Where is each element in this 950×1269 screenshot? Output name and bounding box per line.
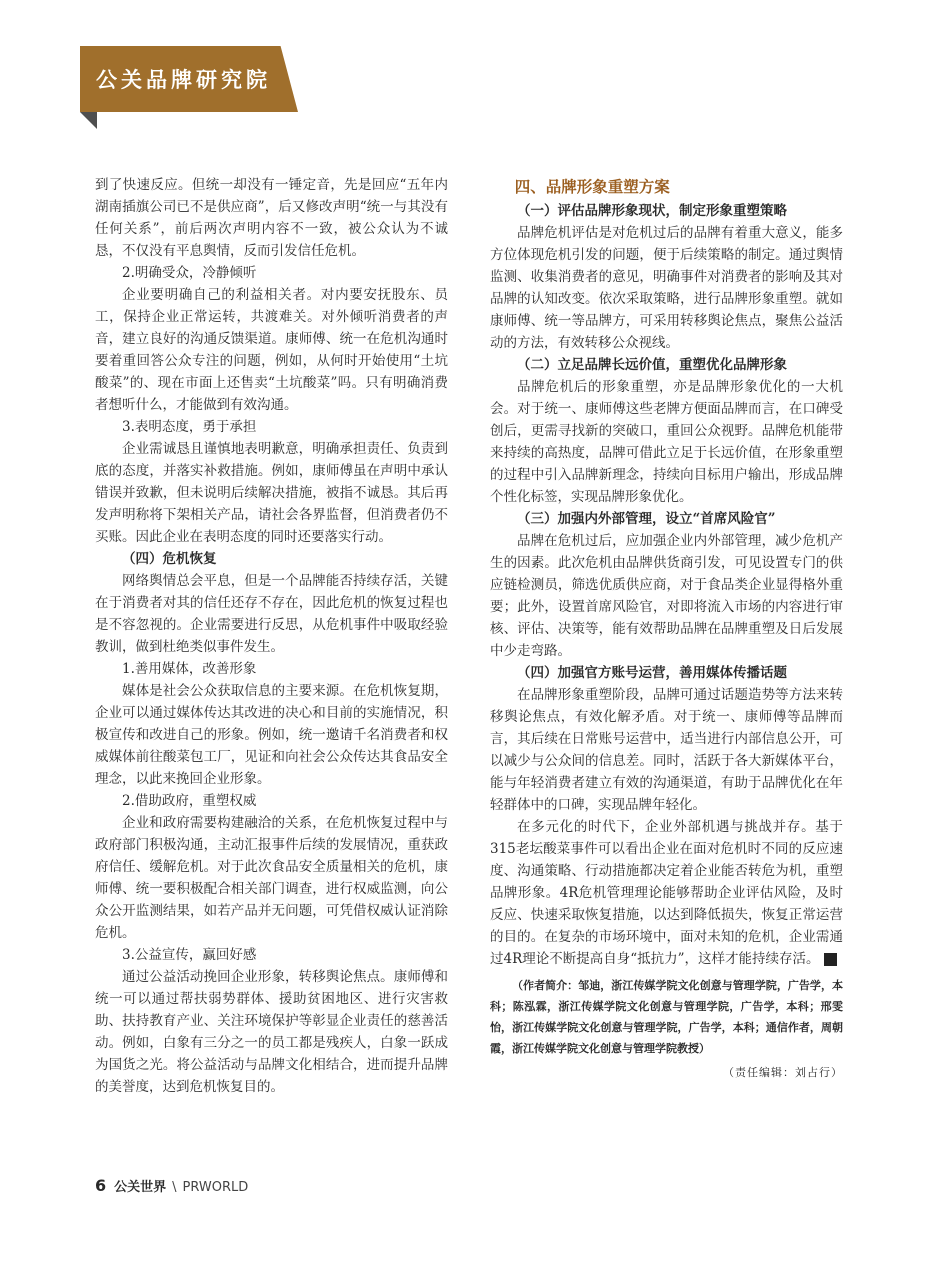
paragraph-text: 品牌危机评估是对危机过后的品牌有着重大意义，能多方位体现危机引发的问题，便于后续策略的制定。通过舆情监测、收集消费者的意见，明确事件对消费者的影响及其对品牌的认知改变。依次采取策略，进行品牌形象重塑。就如康师傅、统一等品牌方，可采用转移舆论焦点，聚焦公益活动的方法，有效转移公众视线。 bbox=[490, 225, 843, 351]
paragraph-text: 3.表明态度，勇于承担 bbox=[122, 419, 257, 435]
paragraph-text: 3.公益宣传，赢回好感 bbox=[122, 947, 257, 963]
paragraph bbox=[95, 966, 448, 1098]
subsection-heading-text: （二）立足品牌长远价值，重塑优化品牌形象 bbox=[517, 357, 787, 373]
paragraph bbox=[490, 222, 843, 354]
magazine-english-name: PRWORLD bbox=[182, 1180, 249, 1195]
magazine-name: 公关世界 bbox=[114, 1180, 167, 1195]
paragraph bbox=[95, 944, 448, 966]
paragraph bbox=[95, 658, 448, 680]
paragraph-text: 2.借助政府，重塑权威 bbox=[122, 793, 257, 809]
subsection-heading-text: （三）加强内外部管理，设立“首席风险官” bbox=[517, 511, 776, 527]
subsection-heading-text: （四）危机恢复 bbox=[122, 551, 217, 567]
paragraph bbox=[95, 438, 448, 548]
paragraph bbox=[95, 174, 448, 262]
editor-credit bbox=[490, 1063, 843, 1083]
article-end-mark-icon: PR bbox=[824, 953, 837, 966]
footer-separator: \ bbox=[172, 1180, 177, 1195]
subsection-heading bbox=[95, 548, 448, 570]
paragraph bbox=[490, 816, 863, 970]
paragraph bbox=[95, 262, 448, 284]
author-bio bbox=[490, 975, 843, 1059]
subsection-heading bbox=[490, 508, 843, 530]
author-bio-text: （作者简介：邹迪，浙江传媒学院文化创意与管理学院，广告学，本科；陈泓霖，浙江传媒学院文化创意与管理学院，广告学，本科；邢雯怡，浙江传媒学院文化创意与管理学院，广告学，本科；通信作者，周朝霞，浙江传媒学院文化创意与管理学院教授） bbox=[490, 979, 843, 1055]
paragraph bbox=[490, 684, 843, 816]
page-number: 6 bbox=[95, 1176, 107, 1195]
paragraph-text: 企业要明确自己的利益相关者。对内要安抚股东、员工，保持企业正常运转，共渡难关。对外倾听消费者的声音，建立良好的沟通反馈渠道。康师傅、统一在危机沟通时要着重回答公众专注的问题，例如，从何时开始使用“土坑酸菜”的、现在市面上还售卖“土坑酸菜”吗。只有明确消费者想听什么，才能做到有效沟通。 bbox=[95, 287, 448, 413]
paragraph-text: 企业需诚恳且谨慎地表明歉意，明确承担责任、负责到底的态度，并落实补救措施。例如，康师傅虽在声明中承认错误并致歉，但未说明后续解决措施，被指不诚恳。其后再发声明称将下架相关产品，请社会各界监督，但消费者仍不买账。因此企业在表明态度的同时还要落实行动。 bbox=[95, 441, 448, 545]
paragraph-text: 1.善用媒体，改善形象 bbox=[122, 661, 257, 677]
banner-title: 公关品牌研究院 bbox=[96, 68, 271, 92]
subsection-heading-text: （四）加强官方账号运营，善用媒体传播话题 bbox=[517, 665, 787, 681]
paragraph bbox=[95, 812, 448, 944]
paragraph bbox=[490, 376, 843, 508]
page-footer bbox=[95, 1176, 248, 1198]
paragraph bbox=[95, 680, 448, 790]
right-column bbox=[490, 174, 863, 1083]
subsection-heading bbox=[490, 354, 843, 376]
paragraph-text: 通过公益活动挽回企业形象，转移舆论焦点。康师傅和统一可以通过帮扶弱势群体、援助贫困地区、进行灾害救助、扶持教育产业、关注环境保护等彰显企业责任的慈善活动。例如，白象有三分之一的员工都是残疾人，白象一跃成为国货之光。将公益活动与品牌文化相结合，进而提升品牌的美誉度，达到危机恢复目的。 bbox=[95, 969, 448, 1095]
paragraph-text: 企业和政府需要构建融洽的关系，在危机恢复过程中与政府部门积极沟通，主动汇报事件后续的发展情况，重获政府信任、缓解危机。对于此次食品安全质量相关的危机，康师傅、统一要积极配合相关部门调查，进行权威监测，向公众公开监测结果，如若产品并无问题，可凭借权威认证消除危机。 bbox=[95, 815, 448, 941]
paragraph bbox=[490, 530, 843, 662]
paragraph-text: 媒体是社会公众获取信息的主要来源。在危机恢复期，企业可以通过媒体传达其改进的决心和目前的实施情况，积极宣传和改进自己的形象。例如，统一邀请千名消费者和权威媒体前往酸菜包工厂，见证和向社会公众传达其食品安全理念，以此来挽回企业形象。 bbox=[95, 683, 448, 787]
subsection-heading bbox=[490, 200, 843, 222]
subsection-heading bbox=[490, 662, 843, 684]
paragraph bbox=[95, 570, 448, 658]
paragraph-text: 品牌危机后的形象重塑，亦是品牌形象优化的一大机会。对于统一、康师傅这些老牌方便面品牌而言，在口碑受创后，更需寻找新的突破口，重回公众视野。品牌危机能带来持续的高热度，品牌可借此立足于长远价值，在形象重塑的过程中引入品牌新理念，持续向目标用户输出，形成品牌个性化标签，实现品牌形象优化。 bbox=[490, 379, 843, 505]
banner-fold bbox=[80, 112, 97, 129]
left-column bbox=[95, 174, 448, 1098]
paragraph-text: 网络舆情总会平息，但是一个品牌能否持续存活，关键在于消费者对其的信任还存不存在，因此危机的恢复过程也是不容忽视的。企业需要进行反思，从危机事件中吸取经验教训，做到杜绝类似事件发生。 bbox=[95, 573, 448, 655]
paragraph bbox=[95, 416, 448, 438]
paragraph bbox=[95, 284, 448, 416]
section-heading bbox=[490, 174, 843, 200]
subsection-heading-text: （一）评估品牌形象现状，制定形象重塑策略 bbox=[517, 203, 787, 219]
editor-credit-text: （责任编辑：刘占行） bbox=[723, 1066, 843, 1079]
section-heading-text: 四、品牌形象重塑方案 bbox=[514, 178, 670, 196]
paragraph-text: 2.明确受众，冷静倾听 bbox=[122, 265, 257, 281]
paragraph-text: 品牌在危机过后，应加强企业内外部管理，减少危机产生的因素。此次危机由品牌供货商引发，可见设置专门的供应链检测员，筛选优质供应商，对于食品类企业显得格外重要；此外，设置首席风险官，对即将流入市场的内容进行审核、评估、决策等，能有效帮助品牌在品牌重塑及日后发展中少走弯路。 bbox=[490, 533, 843, 659]
paragraph-text: 到了快速反应。但统一却没有一锤定音，先是回应“五年内湖南插旗公司已不是供应商”，后又修改声明“统一与其没有任何关系”，前后两次声明内容不一致，被公众认为不诚恳，不仅没有平息舆情，反而引发信任危机。 bbox=[95, 177, 448, 259]
paragraph bbox=[95, 790, 448, 812]
paragraph-text: 在多元化的时代下，企业外部机遇与挑战并存。基于315老坛酸菜事件可以看出企业在面对危机时不同的反应速度、沟通策略、行动措施都决定着企业能否转危为机，重塑品牌形象。4R危机管理理论能够帮助企业评估风险，及时反应、快速采取恢复措施，以达到降低损失，恢复正常运营的目的。在复杂的市场环境中，面对未知的危机，企业需通过4R理论不断提高自身“抵抗力”，这样才能持续存活。 bbox=[490, 819, 843, 967]
paragraph-text: 在品牌形象重塑阶段，品牌可通过话题造势等方法来转移舆论焦点，有效化解矛盾。对于统一、康师傅等品牌而言，其后续在日常账号运营中，适当进行内部信息公开，可以减少与公众间的信息差。同时，活跃于各大新媒体平台，能与年轻消费者建立有效的沟通渠道，有助于品牌优化在年轻群体中的口碑，实现品牌年轻化。 bbox=[490, 687, 843, 813]
